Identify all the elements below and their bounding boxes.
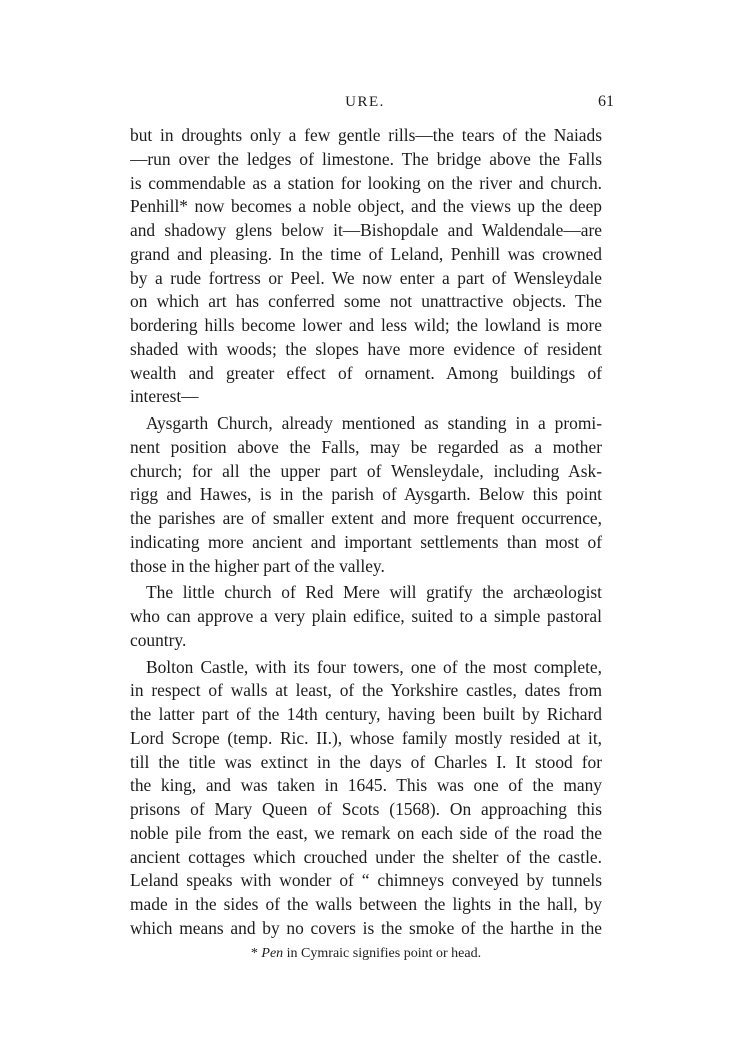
text-line: Leland speaks with wonder of “ chimneys conveyed by tunnels xyxy=(130,870,602,891)
text-line: the king, and was taken in 1645. This was one of the many xyxy=(130,775,602,796)
text-line: in respect of walls at least, of the Yorkshire castles, dates from xyxy=(130,680,602,701)
text-line: made in the sides of the walls between the lights in the hall, by xyxy=(130,894,602,914)
text-line: Penhill* now becomes a noble object, and the views up the deep xyxy=(130,196,602,217)
footnote xyxy=(130,946,602,962)
text-line: till the title was extinct in the days of Charles I. It stood for xyxy=(130,751,602,772)
text-line: noble pile from the east, we remark on each side of the road the xyxy=(130,822,602,843)
text-line: wealth and greater effect of ornament. Among buildings of xyxy=(130,362,602,383)
running-head xyxy=(130,93,614,118)
text-line: those in the higher part of the valley. xyxy=(130,555,385,576)
text-line: country. xyxy=(130,629,187,650)
text-line: grand and pleasing. In the time of Leland, Penhill was crowned xyxy=(130,243,602,264)
text-line: prisons of Mary Queen of Scots (1568). On approaching this xyxy=(130,799,602,819)
paragraph xyxy=(130,656,602,941)
text-line: rigg and Hawes, is in the parish of Aysgarth. Below this point xyxy=(130,484,602,505)
text-line: ancient cottages which crouched under the shelter of the castle. xyxy=(130,846,602,867)
text-line: which means and by no covers is the smoke of the harthe in the xyxy=(130,917,602,938)
text-line: Bolton Castle, with its four towers, one of the most complete, xyxy=(146,656,602,677)
paragraph xyxy=(130,581,602,652)
text-line: —run over the ledges of limestone. The bridge above the Falls xyxy=(130,148,602,169)
paragraph xyxy=(130,412,602,578)
footnote-marker: * xyxy=(250,946,258,961)
text-line: The little church of Red Mere will gratify the archæologist xyxy=(146,582,602,603)
text-line: is commendable as a station for looking on the river and church. xyxy=(130,172,602,193)
body-text xyxy=(130,124,602,944)
text-line: by a rude fortress or Peel. We now enter a part of Wensleydale xyxy=(130,267,602,288)
text-line: Lord Scrope (temp. Ric. II.), whose family mostly resided at it, xyxy=(130,727,602,748)
text-line: but in droughts only a few gentle rills—the tears of the Naiads xyxy=(130,125,602,145)
text-line: interest— xyxy=(130,386,199,407)
text-line: bordering hills become lower and less wild; the lowland is more xyxy=(130,315,602,335)
text-line: shaded with woods; the slopes have more evidence of resident xyxy=(130,338,602,359)
footnote-term: Pen xyxy=(261,946,284,961)
text-line: the latter part of the 14th century, having been built by Richard xyxy=(130,704,602,724)
text-line: indicating more ancient and important settlements than most of xyxy=(130,531,602,552)
text-line: Aysgarth Church, already mentioned as standing in a promi- xyxy=(146,413,602,433)
text-line: nent position above the Falls, may be regarded as a mother xyxy=(130,436,602,457)
running-title: URE. xyxy=(345,94,385,110)
paragraph xyxy=(130,124,602,409)
text-line: who can approve a very plain edifice, suited to a simple pastoral xyxy=(130,606,602,626)
page-number: 61 xyxy=(598,93,614,110)
text-line: church; for all the upper part of Wensleydale, including Ask- xyxy=(130,460,602,481)
text-line: the parishes are of smaller extent and more frequent occurrence, xyxy=(130,508,602,528)
text-line: and shadowy glens below it—Bishopdale and Waldendale—are xyxy=(130,220,602,240)
footnote-text: in Cymraic signifies point or head. xyxy=(286,946,482,961)
text-line: on which art has conferred some not unattractive objects. The xyxy=(130,291,602,312)
